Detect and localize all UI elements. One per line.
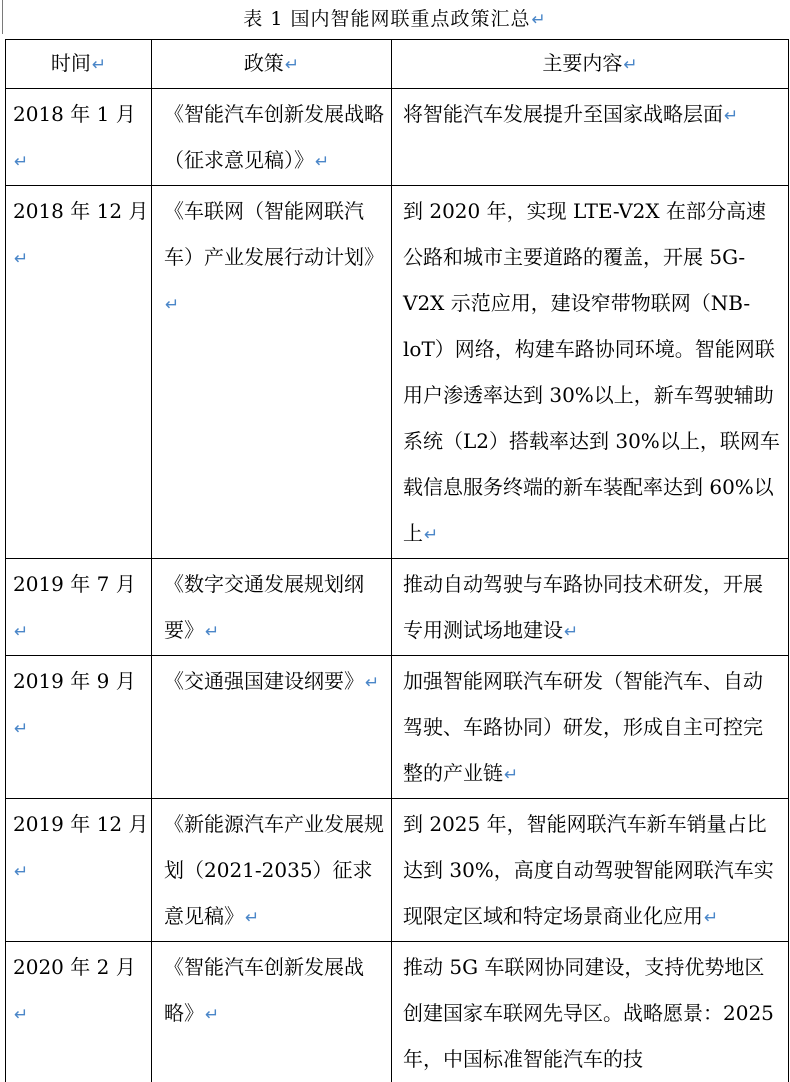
cell-policy: 《智能汽车创新发展战略（征求意见稿）》↵ xyxy=(152,89,392,186)
cell-content: 将智能汽车发展提升至国家战略层面↵ xyxy=(392,89,789,186)
cell-policy: 《新能源汽车产业发展规划（2021-2035）征求意见稿》↵ xyxy=(152,799,392,942)
cell-time: 2020 年 2 月↵ xyxy=(6,942,152,1082)
paragraph-mark-icon: ↵ xyxy=(14,152,28,172)
paragraph-mark-icon: ↵ xyxy=(205,1005,219,1025)
header-content: 主要内容↵ xyxy=(392,40,789,89)
paragraph-mark-icon: ↵ xyxy=(14,862,28,882)
table-row xyxy=(6,942,789,1082)
header-policy: 政策↵ xyxy=(152,40,392,89)
paragraph-mark-icon: ↵ xyxy=(205,622,219,642)
paragraph-mark-icon: ↵ xyxy=(285,55,299,75)
paragraph-mark-icon: ↵ xyxy=(564,622,578,642)
table-row xyxy=(6,656,789,799)
paragraph-mark-icon: ↵ xyxy=(424,525,438,545)
table-row xyxy=(6,186,789,559)
paragraph-mark-icon: ↵ xyxy=(14,622,28,642)
cell-time: 2019 年 9 月↵ xyxy=(6,656,152,799)
paragraph-mark-icon: ↵ xyxy=(531,10,546,30)
paragraph-mark-icon: ↵ xyxy=(704,908,718,928)
paragraph-mark-icon: ↵ xyxy=(14,249,28,269)
paragraph-mark-icon: ↵ xyxy=(14,1005,28,1025)
policy-table xyxy=(5,39,789,1082)
cell-content: 到 2025 年，智能网联汽车新车销量占比达到 30%，高度自动驾驶智能网联汽车实现限定区域和特定场景商业化应用↵ xyxy=(392,799,789,942)
cell-policy: 《数字交通发展规划纲要》↵ xyxy=(152,559,392,656)
paragraph-mark-icon: ↵ xyxy=(14,719,28,739)
table-row xyxy=(6,559,789,656)
paragraph-mark-icon: ↵ xyxy=(623,55,637,75)
cell-policy: 《智能汽车创新发展战略》↵ xyxy=(152,942,392,1082)
cell-content: 加强智能网联汽车研发（智能汽车、自动驾驶、车路协同）研发，形成自主可控完整的产业链↵ xyxy=(392,656,789,799)
cell-time: 2019 年 12 月↵ xyxy=(6,799,152,942)
table-row xyxy=(6,799,789,942)
cell-policy: 《交通强国建设纲要》↵ xyxy=(152,656,392,799)
header-time: 时间↵ xyxy=(6,40,152,89)
paragraph-mark-icon: ↵ xyxy=(165,295,179,315)
table-caption xyxy=(0,0,790,38)
table-header-row xyxy=(6,40,789,89)
table-row xyxy=(6,89,789,186)
paragraph-mark-icon: ↵ xyxy=(92,55,106,75)
paragraph-mark-icon: ↵ xyxy=(245,908,259,928)
cell-content: 推动自动驾驶与车路协同技术研发，开展专用测试场地建设↵ xyxy=(392,559,789,656)
paragraph-mark-icon: ↵ xyxy=(315,152,329,172)
paragraph-mark-icon: ↵ xyxy=(724,106,738,126)
cell-content: 到 2020 年，实现 LTE-V2X 在部分高速公路和城市主要道路的覆盖，开展 5G-V2X 示范应用，建设窄带物联网（NB-loT）网络，构建车路协同环境。智能网联用户渗透率达到 30%以上，新车驾驶辅助系统（L2）搭载率达到 30%以上，联网车载信息服务终端的新车装配率达到 60%以上↵ xyxy=(392,186,789,559)
cell-content: 推动 5G 车联网协同建设，支持优势地区创建国家车联网先导区。战略愿景：2025 年，中国标准智能汽车的技 xyxy=(392,942,789,1082)
cell-time: 2018 年 1 月↵ xyxy=(6,89,152,186)
cell-time: 2018 年 12 月↵ xyxy=(6,186,152,559)
paragraph-mark-icon: ↵ xyxy=(365,673,379,693)
cell-policy: 《车联网（智能网联汽车）产业发展行动计划》↵ xyxy=(152,186,392,559)
cell-time: 2019 年 7 月↵ xyxy=(6,559,152,656)
paragraph-mark-icon: ↵ xyxy=(504,765,518,785)
caption-text: 表 1 国内智能网联重点政策汇总 xyxy=(243,8,530,30)
